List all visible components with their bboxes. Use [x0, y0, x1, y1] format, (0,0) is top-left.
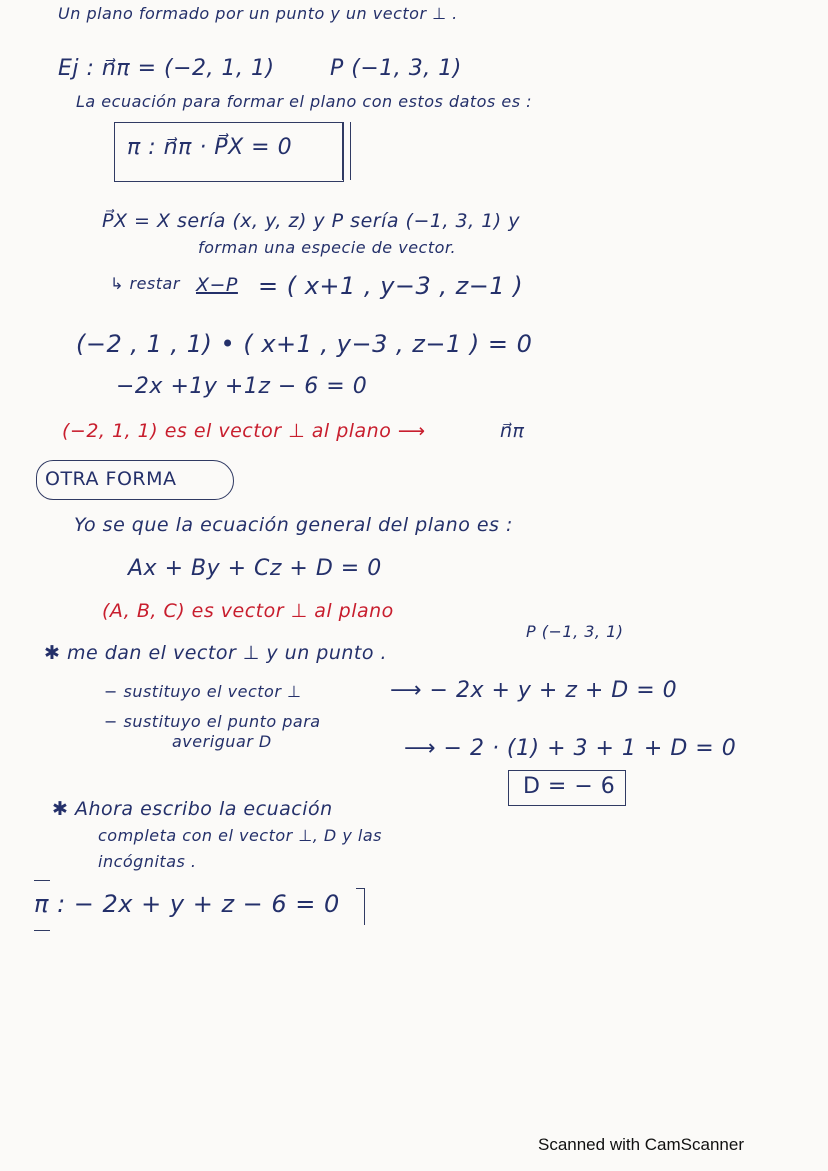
- general-equation-intro: Yo se que la ecuación general del plano es :: [74, 514, 513, 536]
- find-d-label: averiguar D: [172, 732, 272, 751]
- substitute-vector-label: − sustituyo el vector ⊥: [104, 682, 302, 701]
- otra-forma-heading: OTRA FORMA: [45, 468, 177, 490]
- final-plane-equation: π : − 2x + y + z − 6 = 0: [34, 890, 340, 918]
- intro-line: Un plano formado por un punto y un vector ⊥ .: [58, 4, 458, 23]
- equation-box: [114, 122, 344, 182]
- given-point: P (−1, 3, 1): [526, 622, 624, 641]
- pi-underline: [34, 930, 50, 931]
- d-result-box: [508, 770, 626, 806]
- pi-overline: [34, 880, 50, 881]
- d-result: D = − 6: [523, 774, 616, 799]
- dot-product-line: (−2 , 1 , 1) • ( x+1 , y−3 , z−1 ) = 0: [76, 330, 533, 358]
- normal-vector-note: (−2, 1, 1) es el vector ⊥ al plano ⟶: [62, 420, 426, 442]
- difference-vector: = ( x+1 , y−3 , z−1 ): [258, 272, 524, 300]
- example-normal-vector: Ej : n⃗π = (−2, 1, 1): [58, 56, 275, 81]
- final-step-line2: completa con el vector ⊥, D y las: [98, 826, 382, 845]
- camscanner-watermark: Scanned with CamScanner: [537, 1135, 744, 1154]
- given-data-note: ✱ me dan el vector ⊥ y un punto .: [44, 642, 388, 664]
- substitute-point-label: − sustituyo el punto para: [104, 712, 321, 731]
- px-definition: P⃗X = X sería (x, y, z) y P sería (−1, 3, 1) y: [102, 210, 520, 232]
- box-double-edge: [342, 122, 351, 180]
- equation-intro: La ecuación para formar el plano con estos datos es :: [76, 92, 533, 111]
- final-bracket: [356, 888, 365, 925]
- general-equation: Ax + By + Cz + D = 0: [128, 556, 382, 581]
- abc-vector-note: (A, B, C) es vector ⊥ al plano: [102, 600, 394, 622]
- substituted-point-equation: ⟶ − 2 · (1) + 3 + 1 + D = 0: [404, 736, 737, 761]
- vector-equation: π : n⃗π · P⃗X = 0: [127, 135, 293, 160]
- final-step-intro: ✱ Ahora escribo la ecuación: [52, 798, 333, 820]
- plane-expansion: −2x +1y +1z − 6 = 0: [116, 374, 368, 399]
- subtract-label: ↳ restar: [110, 274, 180, 293]
- otra-forma-frame: [36, 460, 234, 500]
- final-step-line3: incógnitas .: [98, 852, 197, 871]
- vector-note: forman una especie de vector.: [198, 238, 457, 257]
- normal-vector-symbol: n⃗π: [500, 420, 525, 442]
- x-minus-p: X−P: [196, 274, 238, 296]
- substituted-vector-equation: ⟶ − 2x + y + z + D = 0: [390, 678, 678, 703]
- example-point: P (−1, 3, 1): [330, 56, 462, 81]
